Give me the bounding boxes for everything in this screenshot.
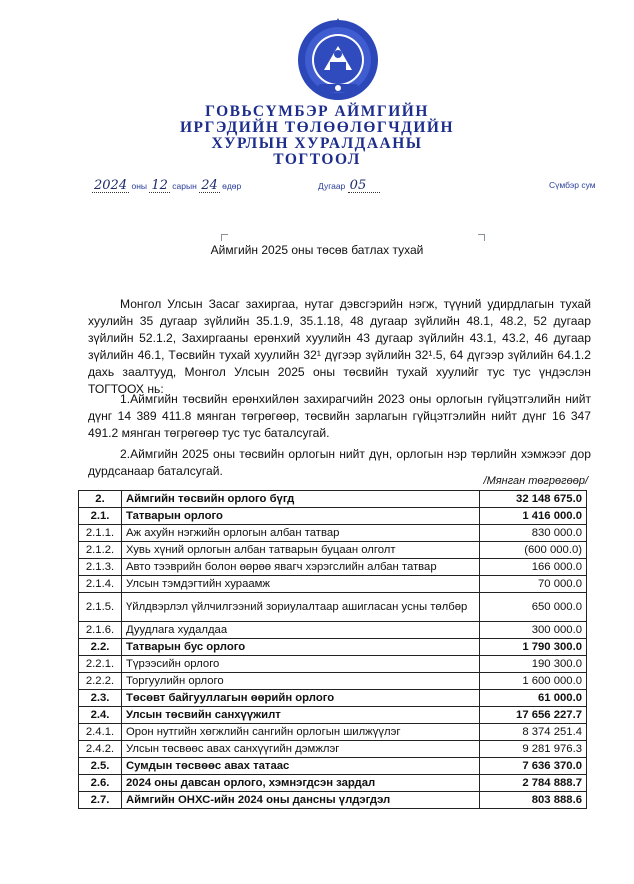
row-name: Улсын төсвөөс авах санхүүгийн дэмжлэг (122, 741, 480, 758)
table-row (79, 673, 587, 690)
table-row (79, 707, 587, 724)
row-code: 2.1.2. (79, 542, 122, 559)
org-line-1: ГОВЬСҮМБЭР АЙМГИЙН (205, 103, 429, 120)
row-name: Аймгийн ОНХС-ийн 2024 оны дансны үлдэгдэл (122, 792, 480, 809)
row-name: Орон нутгийн хөгжлийн сангийн орлогын шилжүүлэг (122, 724, 480, 741)
table-row (79, 576, 587, 593)
row-code: 2.4. (79, 707, 122, 724)
row-code: 2.3. (79, 690, 122, 707)
resolution-place: Сүмбэр сум (549, 180, 596, 190)
row-amount: 1 416 000.0 (480, 508, 587, 525)
row-amount: 166 000.0 (480, 559, 587, 576)
org-line-4: ТОГТООЛ (273, 151, 361, 168)
table-row (79, 622, 587, 639)
date-day: 24 (201, 178, 218, 193)
subject-bracket-right (478, 234, 485, 241)
date-year: 2024 (94, 178, 128, 193)
row-amount: 830 000.0 (480, 525, 587, 542)
row-code: 2.1.1. (79, 525, 122, 542)
row-amount: 650 000.0 (480, 593, 587, 622)
row-name: 2024 оны давсан орлого, хэмнэгдсэн зардал (122, 775, 480, 792)
row-code: 2. (79, 491, 122, 508)
table-row (79, 639, 587, 656)
mongolia-state-emblem-icon (296, 16, 380, 102)
table-row (79, 741, 587, 758)
table-row (79, 690, 587, 707)
resolution-date (92, 180, 241, 193)
row-name: Татварын бус орлого (122, 639, 480, 656)
org-line-2: ИРГЭДИЙН ТӨЛӨӨЛӨГЧДИЙН (179, 119, 455, 136)
row-amount: 1 600 000.0 (480, 673, 587, 690)
row-amount: (600 000.0) (480, 542, 587, 559)
table-row (79, 656, 587, 673)
row-name: Дуудлага худалдаа (122, 622, 480, 639)
table-row (79, 758, 587, 775)
row-code: 2.1.4. (79, 576, 122, 593)
row-code: 2.2. (79, 639, 122, 656)
row-name: Торгуулийн орлого (122, 673, 480, 690)
row-code: 2.6. (79, 775, 122, 792)
date-day-suffix: өдөр (222, 181, 242, 191)
row-name: Үйлдвэрлэл үйлчилгээний зориулалтаар ашигласан усны төлбөр (122, 593, 480, 622)
row-amount: 300 000.0 (480, 622, 587, 639)
row-amount: 8 374 251.4 (480, 724, 587, 741)
row-amount: 32 148 675.0 (480, 491, 587, 508)
table-row (79, 559, 587, 576)
document-subject: Аймгийн 2025 оны төсөв батлах тухай (210, 243, 424, 257)
row-code: 2.4.1. (79, 724, 122, 741)
table-row (79, 724, 587, 741)
row-amount: 9 281 976.3 (480, 741, 587, 758)
row-name: Улсын тэмдэгтийн хураамж (122, 576, 480, 593)
number-value: 05 (348, 180, 380, 193)
row-code: 2.1.6. (79, 622, 122, 639)
table-row (79, 525, 587, 542)
unit-note: /Мянган төгрөгөөр/ (483, 475, 588, 487)
date-year-suffix: оны (131, 181, 147, 191)
table-row (79, 542, 587, 559)
org-line-3: ХУРЛЫН ХУРАЛДААНЫ (211, 135, 423, 152)
row-amount: 1 790 300.0 (480, 639, 587, 656)
row-name: Улсын төсвийн санхүүжилт (122, 707, 480, 724)
row-amount: 17 656 227.7 (480, 707, 587, 724)
row-code: 2.7. (79, 792, 122, 809)
date-month-suffix: сарын (172, 181, 197, 191)
row-code: 2.2.2. (79, 673, 122, 690)
row-name: Аймгийн төсвийн орлого бүгд (122, 491, 480, 508)
table-row (79, 508, 587, 525)
row-code: 2.2.1. (79, 656, 122, 673)
row-amount: 7 636 370.0 (480, 758, 587, 775)
date-month: 12 (151, 178, 168, 193)
table-row (79, 775, 587, 792)
subject-bracket-left (221, 234, 228, 241)
row-code: 2.5. (79, 758, 122, 775)
table-row (79, 792, 587, 809)
organization-heading (0, 104, 634, 168)
resolution-number (318, 180, 380, 193)
row-code: 2.1. (79, 508, 122, 525)
clause-2-paragraph: 2.Аймгийн 2025 оны төсвийн орлогын нийт дүн, орлогын нэр төрлийн хэмжээг дор дурдсанаар баталсугай. (88, 447, 591, 478)
row-amount: 190 300.0 (480, 656, 587, 673)
row-name: Татварын орлого (122, 508, 480, 525)
row-name: Аж ахуйн нэгжийн орлогын албан татвар (122, 525, 480, 542)
row-amount: 2 784 888.7 (480, 775, 587, 792)
row-name: Төсөвт байгууллагын өөрийн орлого (122, 690, 480, 707)
preamble-paragraph: Монгол Улсын Засаг захиргаа, нутаг дэвсгэрийн нэгж, түүний удирдлагын тухай хуулийн 35 дугаар зүйлийн 35.1.9, 35.1.18, 48 дугаар зүйлийн 48.1, 48.2, 52 дугаар зүйлийн 52.1.2, Захиргааны ерөнхий хуулийн 43 дугаар зүйлийн 43.1, 43.2, 46 дугаар зүйлийн 46.1, Төсвийн тухай хуулийн 32¹ дүгээр зүйлийн 32¹.5, 64 дүгээр зүйлийн 64.1.2 дахь заалтууд, Монгол Улсын 2025 оны төсвийн тухай хуулийг тус тус үндэслэн ТОГТООХ нь: (88, 297, 591, 396)
budget-revenue-table (78, 490, 587, 809)
row-name: Сумдын төсвөөс авах татаас (122, 758, 480, 775)
row-code: 2.1.3. (79, 559, 122, 576)
row-name: Түрээсийн орлого (122, 656, 480, 673)
row-name: Хувь хүний орлогын албан татварын буцаан олголт (122, 542, 480, 559)
row-amount: 803 888.6 (480, 792, 587, 809)
table-row (79, 593, 587, 622)
row-code: 2.4.2. (79, 741, 122, 758)
row-code: 2.1.5. (79, 593, 122, 622)
clause-1-paragraph: 1.Аймгийн төсвийн ерөнхийлөн захирагчийн 2023 оны орлогын гүйцэтгэлийн нийт дүнг 14 389 411.8 мянган төгрөгөөр, төсвийн зарлагын гүйцэтгэлийн нийт дүнг 16 347 491.2 мянган төгрөгөөр тус тус баталсугай. (88, 392, 591, 440)
number-label: Дугаар (318, 181, 346, 191)
row-amount: 70 000.0 (480, 576, 587, 593)
row-name: Авто тээврийн болон өөрөө явагч хэрэгслийн албан татвар (122, 559, 480, 576)
row-amount: 61 000.0 (480, 690, 587, 707)
table-row (79, 491, 587, 508)
